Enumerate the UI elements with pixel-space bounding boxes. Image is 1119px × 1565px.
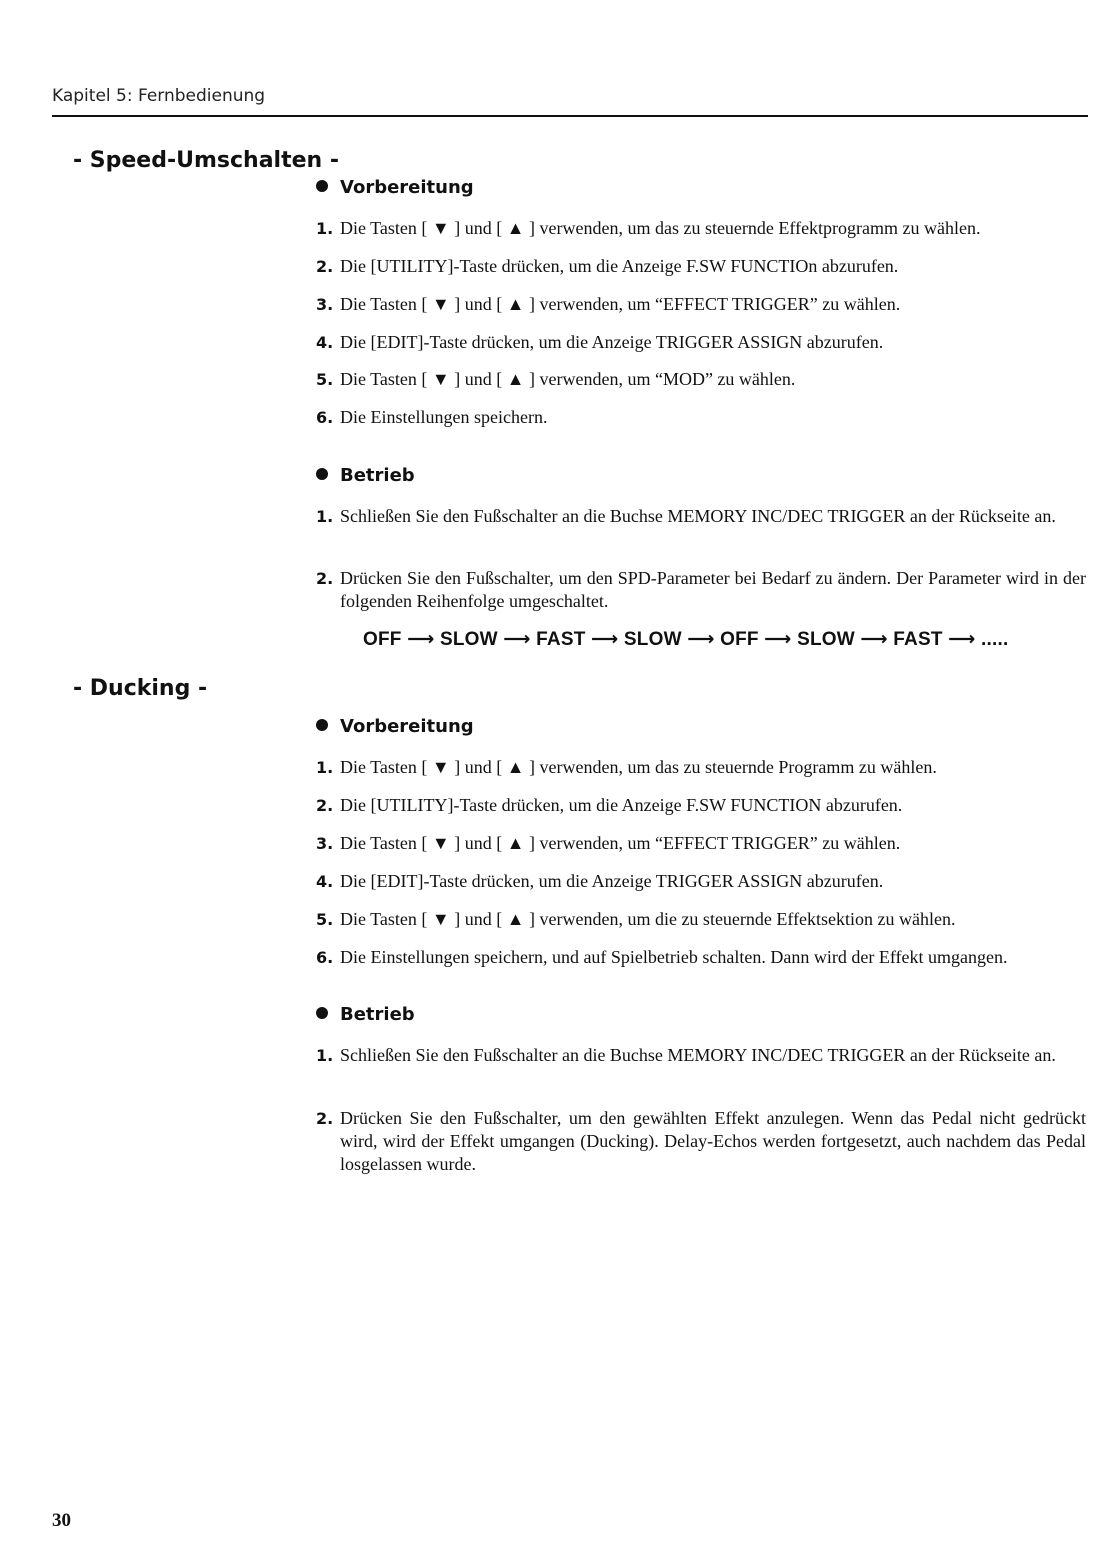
step-item: 1. Schließen Sie den Fußschalter an die Buchse MEMORY INC/DEC TRIGGER an der Rückseite an. xyxy=(316,506,1056,526)
chapter-header: Kapitel 5: Fernbedienung xyxy=(52,86,266,106)
step-item: 5. Die Tasten [ ▼ ] und [ ▲ ] verwenden, um die zu steuernde Effektsektion zu wählen. xyxy=(316,909,956,929)
subheading-operation: Betrieb xyxy=(316,1004,415,1025)
bullet-icon xyxy=(316,719,328,731)
step-item: 1. Die Tasten [ ▼ ] und [ ▲ ] verwenden, um das zu steuernde Effektprogramm zu wählen. xyxy=(316,218,981,238)
step-item: 3. Die Tasten [ ▼ ] und [ ▲ ] verwenden, um “EFFECT TRIGGER” zu wählen. xyxy=(316,294,901,314)
step-item: 2. Drücken Sie den Fußschalter, um den SPD-Parameter bei Bedarf zu ändern. Der Parameter wird in der folgenden Reihenfolge umgeschaltet. xyxy=(316,568,1086,611)
bullet-icon xyxy=(316,1007,328,1019)
bullet-icon xyxy=(316,180,328,192)
step-item: 6. Die Einstellungen speichern. xyxy=(316,407,548,427)
step-item: 2. Die [UTILITY]-Taste drücken, um die Anzeige F.SW FUNCTIOn abzurufen. xyxy=(316,256,899,276)
step-item: 4. Die [EDIT]-Taste drücken, um die Anzeige TRIGGER ASSIGN abzurufen. xyxy=(316,332,884,352)
header-rule xyxy=(52,115,1088,117)
step-item: 5. Die Tasten [ ▼ ] und [ ▲ ] verwenden, um “MOD” zu wählen. xyxy=(316,369,796,389)
step-item: 4. Die [EDIT]-Taste drücken, um die Anzeige TRIGGER ASSIGN abzurufen. xyxy=(316,871,884,891)
step-item: 2. Die [UTILITY]-Taste drücken, um die Anzeige F.SW FUNCTION abzurufen. xyxy=(316,795,903,815)
parameter-sequence: OFF ⟶ SLOW ⟶ FAST ⟶ SLOW ⟶ OFF ⟶ SLOW ⟶ FAST ⟶ ..... xyxy=(363,629,1009,650)
step-item: 1. Die Tasten [ ▼ ] und [ ▲ ] verwenden, um das zu steuernde Programm zu wählen. xyxy=(316,757,937,777)
section-title-speed: - Speed-Umschalten - xyxy=(73,148,339,173)
step-item: 2. Drücken Sie den Fußschalter, um den gewählten Effekt anzulegen. Wenn das Pedal nicht gedrückt wird, wird der Effekt umgangen (Ducking). Delay-Echos werden fortgesetzt, auch nachdem das Pedal losgelassen wurde. xyxy=(316,1108,1086,1174)
subheading-preparation: Vorbereitung xyxy=(316,177,474,198)
step-item: 1. Schließen Sie den Fußschalter an die Buchse MEMORY INC/DEC TRIGGER an der Rückseite an. xyxy=(316,1045,1056,1065)
step-item: 6. Die Einstellungen speichern, und auf Spielbetrieb schalten. Dann wird der Effekt umgangen. xyxy=(316,947,1008,967)
step-item: 3. Die Tasten [ ▼ ] und [ ▲ ] verwenden, um “EFFECT TRIGGER” zu wählen. xyxy=(316,833,901,853)
subheading-preparation: Vorbereitung xyxy=(316,716,474,737)
bullet-icon xyxy=(316,468,328,480)
subheading-operation: Betrieb xyxy=(316,465,415,486)
section-title-ducking: - Ducking - xyxy=(73,676,208,701)
page-number: 30 xyxy=(52,1510,71,1531)
